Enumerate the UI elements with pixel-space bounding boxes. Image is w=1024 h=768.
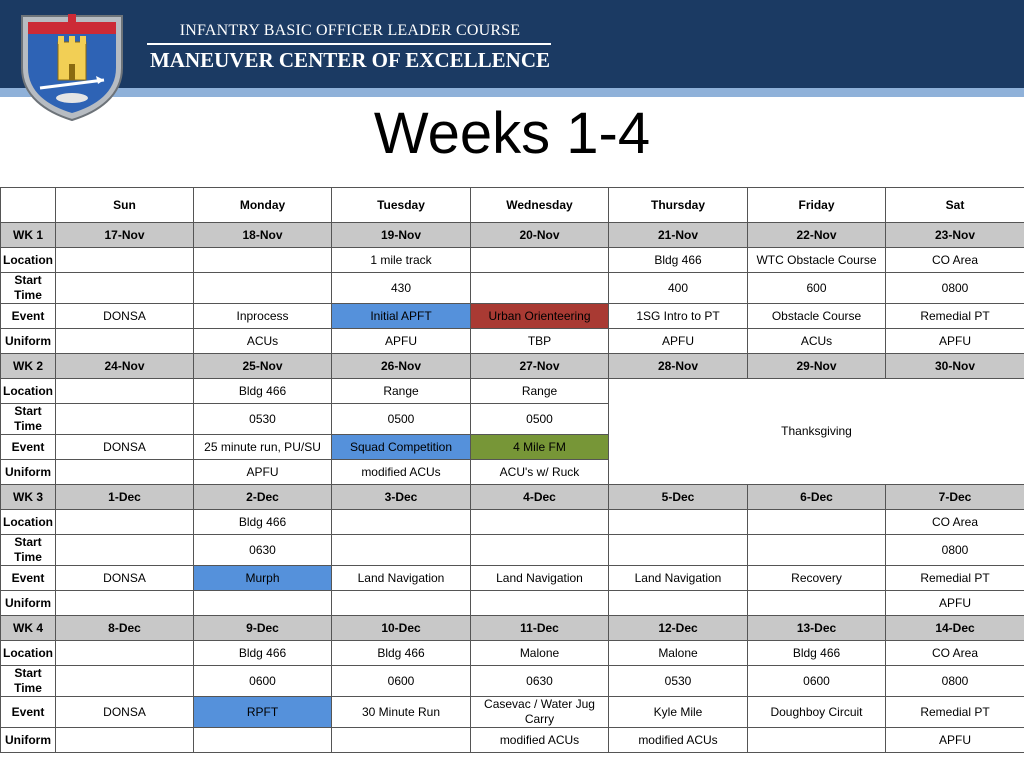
uniform-cell <box>56 460 194 485</box>
date-cell: 29-Nov <box>748 354 886 379</box>
event-cell: Remedial PT <box>886 697 1024 728</box>
day-header-row <box>1 188 1024 223</box>
date-cell: 9-Dec <box>194 616 332 641</box>
title-divider <box>147 43 551 45</box>
location-row <box>1 510 1024 535</box>
location-cell: Bldg 466 <box>194 641 332 666</box>
row-label: Start Time <box>1 535 56 566</box>
start-time-cell: 0600 <box>748 666 886 697</box>
page-title: Weeks 1-4 <box>373 101 651 166</box>
event-row <box>1 566 1024 591</box>
event-cell: Land Navigation <box>609 566 748 591</box>
date-cell: 21-Nov <box>609 223 748 248</box>
row-label: Uniform <box>1 329 56 354</box>
event-cell-highlighted: Squad Competition <box>332 435 471 460</box>
event-cell: Kyle Mile <box>609 697 748 728</box>
date-cell: 2-Dec <box>194 485 332 510</box>
event-cell: 25 minute run, PU/SU <box>194 435 332 460</box>
start-time-cell: 430 <box>332 273 471 304</box>
event-cell: Obstacle Course <box>748 304 886 329</box>
event-row <box>1 304 1024 329</box>
location-cell <box>56 510 194 535</box>
date-cell: 1-Dec <box>56 485 194 510</box>
header-stripe <box>0 88 1024 97</box>
uniform-cell <box>609 591 748 616</box>
start-time-cell <box>56 404 194 435</box>
start-time-cell <box>609 535 748 566</box>
uniform-cell <box>56 728 194 753</box>
start-time-cell: 0630 <box>471 666 609 697</box>
day-header: Monday <box>194 188 332 223</box>
location-cell <box>471 510 609 535</box>
event-cell: 30 Minute Run <box>332 697 471 728</box>
row-label: Event <box>1 566 56 591</box>
date-cell: 17-Nov <box>56 223 194 248</box>
uniform-cell: APFU <box>886 591 1024 616</box>
location-cell <box>332 510 471 535</box>
corner-cell <box>1 188 56 223</box>
schedule-table <box>0 187 1024 753</box>
location-cell <box>56 641 194 666</box>
date-cell: 5-Dec <box>609 485 748 510</box>
location-row <box>1 248 1024 273</box>
week-label: WK 2 <box>1 354 56 379</box>
location-cell: Malone <box>471 641 609 666</box>
uniform-row <box>1 728 1024 753</box>
uniform-cell <box>332 728 471 753</box>
start-time-cell: 0530 <box>609 666 748 697</box>
uniform-cell <box>748 728 886 753</box>
date-cell: 28-Nov <box>609 354 748 379</box>
start-time-cell: 0800 <box>886 666 1024 697</box>
week-date-row <box>1 485 1024 510</box>
date-cell: 20-Nov <box>471 223 609 248</box>
center-title: MANEUVER CENTER OF EXCELLENCE <box>149 48 550 72</box>
row-label: Uniform <box>1 728 56 753</box>
event-cell-highlighted: Initial APFT <box>332 304 471 329</box>
uniform-cell: ACUs <box>748 329 886 354</box>
start-time-cell: 0600 <box>194 666 332 697</box>
day-header: Thursday <box>609 188 748 223</box>
event-cell: Land Navigation <box>471 566 609 591</box>
day-header: Tuesday <box>332 188 471 223</box>
start-time-cell <box>332 535 471 566</box>
start-time-cell <box>194 273 332 304</box>
date-cell: 26-Nov <box>332 354 471 379</box>
event-cell-highlighted: RPFT <box>194 697 332 728</box>
start-time-cell <box>748 535 886 566</box>
location-cell: 1 mile track <box>332 248 471 273</box>
start-time-cell: 600 <box>748 273 886 304</box>
uniform-cell: modified ACUs <box>609 728 748 753</box>
start-time-cell <box>471 273 609 304</box>
row-label: Start Time <box>1 404 56 435</box>
location-cell: CO Area <box>886 641 1024 666</box>
start-time-cell: 0500 <box>471 404 609 435</box>
week-label: WK 1 <box>1 223 56 248</box>
date-cell: 13-Dec <box>748 616 886 641</box>
start-time-cell: 0600 <box>332 666 471 697</box>
event-cell-highlighted: Murph <box>194 566 332 591</box>
location-cell <box>748 510 886 535</box>
week-label: WK 3 <box>1 485 56 510</box>
event-cell: Casevac / Water Jug Carry <box>471 697 609 728</box>
date-cell: 6-Dec <box>748 485 886 510</box>
uniform-cell <box>194 728 332 753</box>
date-cell: 22-Nov <box>748 223 886 248</box>
row-label: Uniform <box>1 591 56 616</box>
course-title: INFANTRY BASIC OFFICER LEADER COURSE <box>179 22 521 39</box>
event-cell: 1SG Intro to PT <box>609 304 748 329</box>
start-time-cell: 0500 <box>332 404 471 435</box>
week-date-row <box>1 354 1024 379</box>
location-row <box>1 641 1024 666</box>
event-cell: Remedial PT <box>886 566 1024 591</box>
row-label: Event <box>1 697 56 728</box>
location-row <box>1 379 1024 404</box>
event-cell-highlighted: Urban Orienteering <box>471 304 609 329</box>
uniform-cell: APFU <box>609 329 748 354</box>
start-time-cell <box>56 666 194 697</box>
date-cell: 19-Nov <box>332 223 471 248</box>
row-label: Location <box>1 248 56 273</box>
location-cell: Bldg 466 <box>748 641 886 666</box>
uniform-cell <box>748 591 886 616</box>
date-cell: 12-Dec <box>609 616 748 641</box>
event-cell: Recovery <box>748 566 886 591</box>
row-label: Location <box>1 379 56 404</box>
location-cell: CO Area <box>886 248 1024 273</box>
event-row <box>1 697 1024 728</box>
start-time-cell: 400 <box>609 273 748 304</box>
location-cell: Range <box>471 379 609 404</box>
start-time-cell <box>471 535 609 566</box>
uniform-cell <box>56 329 194 354</box>
start-time-cell: 0630 <box>194 535 332 566</box>
start-time-cell: 0800 <box>886 273 1024 304</box>
start-time-cell <box>56 535 194 566</box>
event-cell: DONSA <box>56 566 194 591</box>
start-time-cell: 0530 <box>194 404 332 435</box>
location-cell: CO Area <box>886 510 1024 535</box>
location-cell: Bldg 466 <box>194 510 332 535</box>
date-cell: 23-Nov <box>886 223 1024 248</box>
row-label: Start Time <box>1 273 56 304</box>
location-cell: Malone <box>609 641 748 666</box>
event-cell-highlighted: 4 Mile FM <box>471 435 609 460</box>
start-time-cell: 0800 <box>886 535 1024 566</box>
uniform-cell: APFU <box>886 728 1024 753</box>
uniform-cell: APFU <box>886 329 1024 354</box>
uniform-cell: modified ACUs <box>332 460 471 485</box>
location-cell <box>56 379 194 404</box>
event-cell: DONSA <box>56 697 194 728</box>
location-cell <box>609 510 748 535</box>
event-cell: DONSA <box>56 435 194 460</box>
week-date-row <box>1 223 1024 248</box>
uniform-row <box>1 329 1024 354</box>
start-time-row <box>1 535 1024 566</box>
location-cell: WTC Obstacle Course <box>748 248 886 273</box>
location-cell <box>56 248 194 273</box>
uniform-cell <box>56 591 194 616</box>
uniform-cell <box>471 591 609 616</box>
date-cell: 24-Nov <box>56 354 194 379</box>
uniform-cell: ACU's w/ Ruck <box>471 460 609 485</box>
uniform-cell <box>194 591 332 616</box>
date-cell: 4-Dec <box>471 485 609 510</box>
location-cell <box>471 248 609 273</box>
row-label: Event <box>1 304 56 329</box>
date-cell: 18-Nov <box>194 223 332 248</box>
row-label: Uniform <box>1 460 56 485</box>
date-cell: 27-Nov <box>471 354 609 379</box>
start-time-row <box>1 666 1024 697</box>
day-header: Sat <box>886 188 1024 223</box>
uniform-row <box>1 591 1024 616</box>
event-cell: Inprocess <box>194 304 332 329</box>
row-label: Event <box>1 435 56 460</box>
holiday-cell: Thanksgiving <box>609 379 1024 485</box>
location-cell: Bldg 466 <box>609 248 748 273</box>
event-cell: Land Navigation <box>332 566 471 591</box>
start-time-cell <box>56 273 194 304</box>
event-cell: DONSA <box>56 304 194 329</box>
start-time-row <box>1 273 1024 304</box>
uniform-cell: APFU <box>332 329 471 354</box>
row-label: Location <box>1 641 56 666</box>
location-cell: Bldg 466 <box>332 641 471 666</box>
date-cell: 8-Dec <box>56 616 194 641</box>
event-cell: Doughboy Circuit <box>748 697 886 728</box>
day-header: Wednesday <box>471 188 609 223</box>
week-label: WK 4 <box>1 616 56 641</box>
date-cell: 25-Nov <box>194 354 332 379</box>
row-label: Location <box>1 510 56 535</box>
date-cell: 14-Dec <box>886 616 1024 641</box>
day-header: Friday <box>748 188 886 223</box>
row-label: Start Time <box>1 666 56 697</box>
uniform-cell: TBP <box>471 329 609 354</box>
event-cell: Remedial PT <box>886 304 1024 329</box>
uniform-cell: APFU <box>194 460 332 485</box>
uniform-cell: modified ACUs <box>471 728 609 753</box>
date-cell: 7-Dec <box>886 485 1024 510</box>
uniform-cell: ACUs <box>194 329 332 354</box>
date-cell: 3-Dec <box>332 485 471 510</box>
location-cell <box>194 248 332 273</box>
day-header: Sun <box>56 188 194 223</box>
location-cell: Range <box>332 379 471 404</box>
uniform-cell <box>332 591 471 616</box>
date-cell: 30-Nov <box>886 354 1024 379</box>
date-cell: 11-Dec <box>471 616 609 641</box>
location-cell: Bldg 466 <box>194 379 332 404</box>
week-date-row <box>1 616 1024 641</box>
date-cell: 10-Dec <box>332 616 471 641</box>
